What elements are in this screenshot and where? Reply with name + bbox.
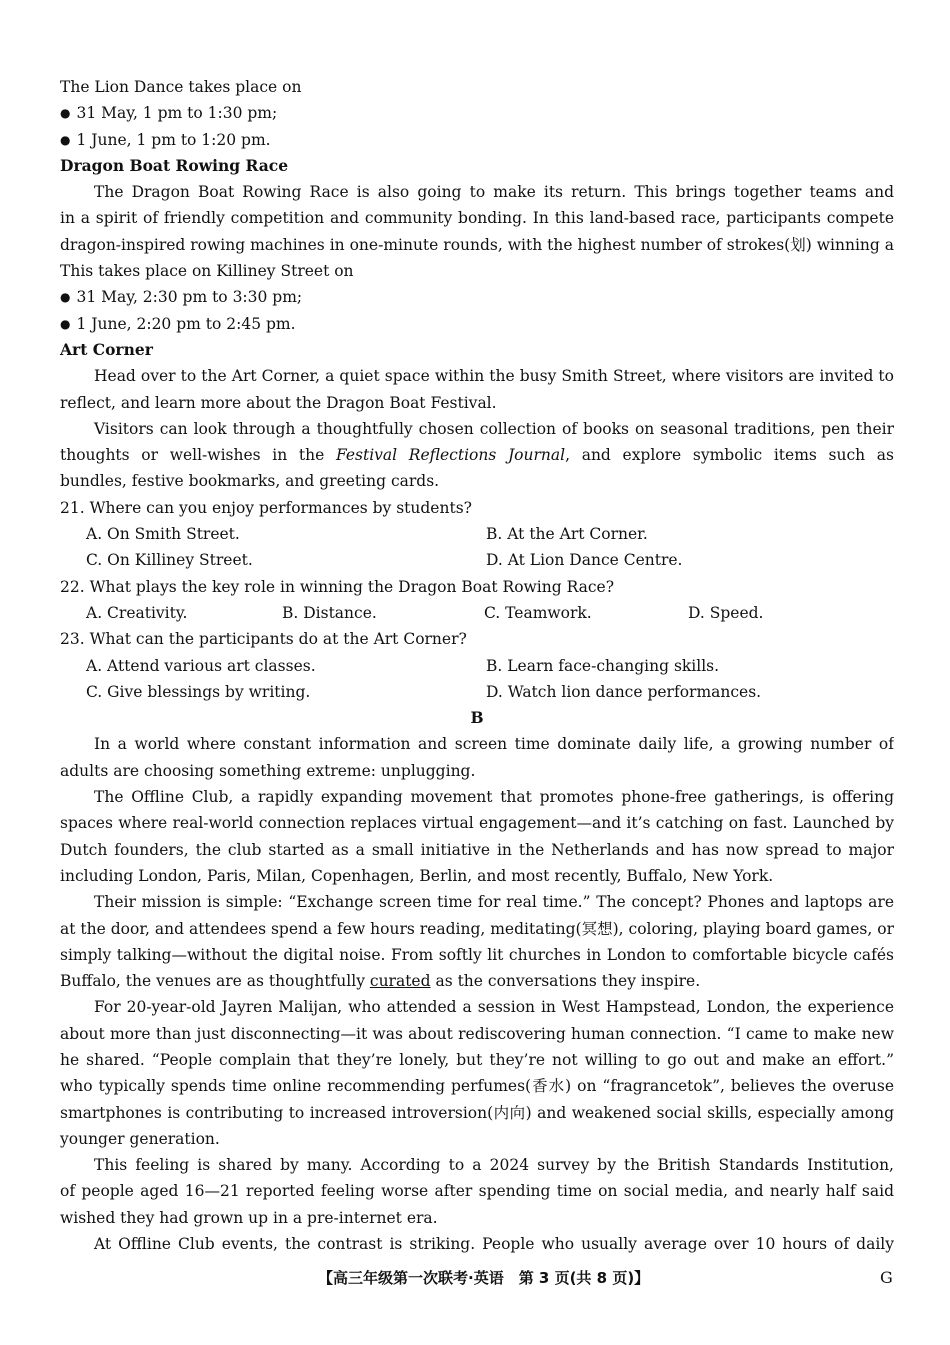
art-p2-line: Visitors can look through a thoughtfully chosen collection of books on seasonal traditions, pen their <box>94 419 894 438</box>
art-p1-line: Head over to the Art Corner, a quiet space within the busy Smith Street, where visitors are invited to <box>94 367 894 386</box>
dragon-p1-line: in a spirit of friendly competition and community bonding. In this land-based race, participants compete <box>60 209 894 228</box>
b-p1-line: In a world where constant information and screen time dominate daily life, a growing number of <box>94 735 894 754</box>
art-p2-line: bundles, festive bookmarks, and greeting cards. <box>60 472 440 491</box>
b-p4-line: who typically spends time online recommending perfumes(香水) on “fragrancetok”, believes the overuse <box>60 1077 894 1096</box>
b-p3-line: Their mission is simple: “Exchange screen time for real time.” The concept? Phones and laptops are <box>94 893 894 912</box>
b-p2-line: The Offline Club, a rapidly expanding movement that promotes phone-free gatherings, is offering <box>94 788 894 807</box>
option-a: A. Attend various art classes. <box>86 656 316 675</box>
page-footer <box>0 1266 950 1290</box>
dragon-intro: This takes place on Killiney Street on <box>60 262 354 281</box>
b-p3-line: simply talking—without the digital noise. From softly lit churches in London to comfortable bicycle cafés <box>60 945 894 964</box>
section-b-label: B <box>470 708 484 728</box>
b-p5-line: wished they had grown up in a pre-internet era. <box>60 1208 438 1227</box>
b-p1-line: adults are choosing something extreme: unplugging. <box>60 761 476 780</box>
art-p2-line <box>60 442 894 468</box>
option-c: C. Teamwork. <box>484 603 592 622</box>
option-d: D. Speed. <box>688 603 764 622</box>
b-p6-line: At Offline Club events, the contrast is striking. People who usually average over 10 hours of daily <box>94 1235 894 1254</box>
paper-code: G <box>880 1268 893 1287</box>
question-23-options-row <box>60 679 894 705</box>
question-21-options-row <box>60 547 894 573</box>
b-p4-line: he shared. “People complain that they’re lonely, but they’re not willing to go out and make an effort.” <box>60 1050 894 1069</box>
lion-time-2: ● 1 June, 1 pm to 1:20 pm. <box>60 127 894 153</box>
b-p3-line <box>60 968 894 994</box>
b-p2-line: including London, Paris, Milan, Copenhagen, Berlin, and most recently, Buffalo, New York. <box>60 866 774 885</box>
b-p4-line: smartphones is contributing to increased introversion(内向) and weakened social skills, especially among <box>60 1103 894 1122</box>
art-heading: Art Corner <box>60 339 153 359</box>
b-p5-line: This feeling is shared by many. According to a 2024 survey by the British Standards Institution, <box>94 1156 894 1175</box>
b-p4-line: about more than just disconnecting—it was about rediscovering human connection. “I came to make new <box>60 1024 894 1043</box>
option-a: A. Creativity. <box>86 603 188 622</box>
b-p4-line: For 20-year-old Jayren Malijan, who attended a session in West Hampstead, London, the experience <box>94 998 894 1017</box>
option-b: B. Distance. <box>282 603 377 622</box>
option-c: C. On Killiney Street. <box>86 551 253 570</box>
dragon-p1-line: dragon-inspired rowing machines in one-minute rounds, with the highest number of strokes(划) winning a <box>60 235 894 254</box>
journal-title: Festival Reflections Journal <box>335 446 566 465</box>
question-21-options-row <box>60 521 894 547</box>
art-p2-text: , and explore symbolic items such as <box>565 446 894 465</box>
dragon-time-2: ● 1 June, 2:20 pm to 2:45 pm. <box>60 311 894 337</box>
footer-text: 【高三年级第一次联考·英语 第 3 页(共 8 页)】 <box>318 1269 650 1287</box>
question-22-stem: 22. What plays the key role in winning the Dragon Boat Rowing Race? <box>60 577 615 596</box>
lion-time-1: ● 31 May, 1 pm to 1:30 pm; <box>60 100 894 126</box>
dragon-p1-line: The Dragon Boat Rowing Race is also going to make its return. This brings together teams and <box>94 183 894 202</box>
question-22-options-row <box>60 600 894 626</box>
b-p5-line: of people aged 16—21 reported feeling worse after spending time on social media, and nearly half said <box>60 1182 894 1201</box>
b-p2-line: Dutch founders, the club started as a small initiative in the Netherlands and has now spread to major <box>60 840 894 859</box>
art-p1-line: reflect, and learn more about the Dragon Boat Festival. <box>60 393 497 412</box>
b-p4-line: younger generation. <box>60 1129 220 1148</box>
option-c: C. Give blessings by writing. <box>86 682 311 701</box>
b-p2-line: spaces where real-world connection replaces virtual engagement—and it’s catching on fast. Launched by <box>60 814 894 833</box>
option-b: B. Learn face-changing skills. <box>486 656 720 675</box>
option-b: B. At the Art Corner. <box>486 525 648 544</box>
b-p3-line: at the door, and attendees spend a few hours reading, meditating(冥想), coloring, playing board games, or <box>60 919 894 938</box>
option-d: D. Watch lion dance performances. <box>486 682 762 701</box>
b-p3-text: Buffalo, the venues are as thoughtfully <box>60 972 370 991</box>
lion-intro: The Lion Dance takes place on <box>60 78 302 96</box>
dragon-time-1: ● 31 May, 2:30 pm to 3:30 pm; <box>60 284 894 310</box>
question-23-options-row <box>60 653 894 679</box>
exam-page <box>60 74 894 1257</box>
underlined-word-curated: curated <box>369 972 431 991</box>
question-21-stem: 21. Where can you enjoy performances by students? <box>60 498 472 517</box>
dragon-heading: Dragon Boat Rowing Race <box>60 155 289 175</box>
art-p2-text: thoughts or well-wishes in the <box>60 446 336 465</box>
option-d: D. At Lion Dance Centre. <box>486 551 683 570</box>
option-a: A. On Smith Street. <box>86 525 240 544</box>
b-p3-text: as the conversations they inspire. <box>430 972 701 991</box>
question-23-stem: 23. What can the participants do at the Art Corner? <box>60 630 467 649</box>
